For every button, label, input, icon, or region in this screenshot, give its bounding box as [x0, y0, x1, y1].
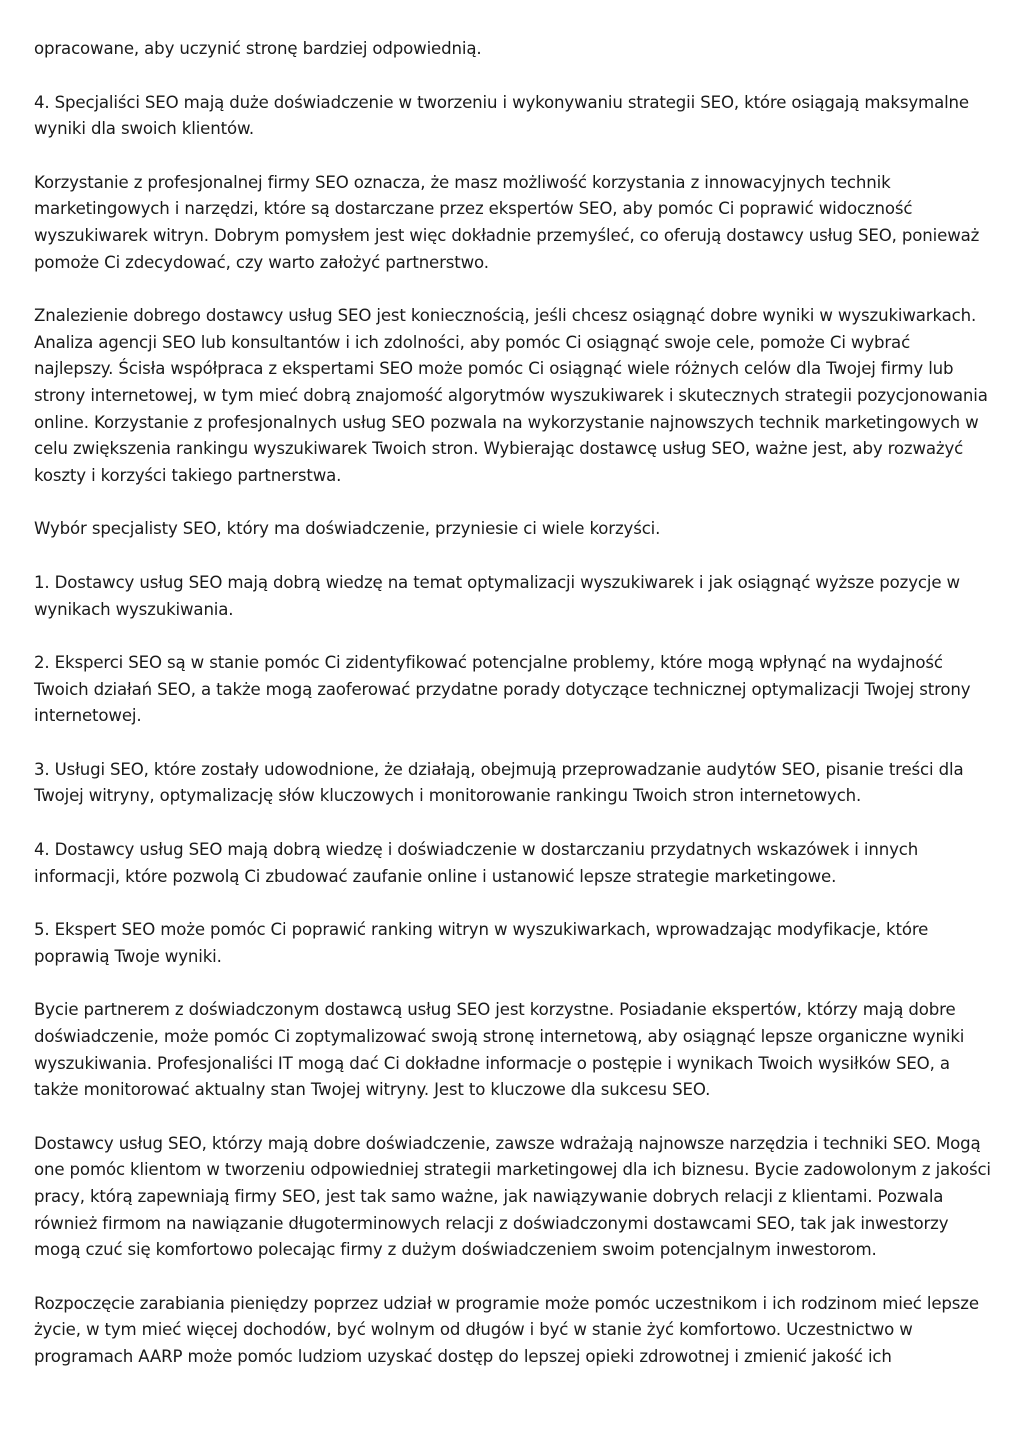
list-item-4-specialists: 4. Specjaliści SEO mają duże doświadczenie w tworzeniu i wykonywaniu strategii SEO, które osiągają maksymalne wyniki dla swoich klientów.: [34, 92, 969, 139]
paragraph-choosing-specialist: Wybór specjalisty SEO, który ma doświadczenie, przyniesie ci wiele korzyści.: [34, 519, 661, 539]
list-item-5: 5. Ekspert SEO może pomóc Ci poprawić ranking witryn w wyszukiwarkach, wprowadzając modyfikacje, które poprawią Twoje wyniki.: [34, 920, 929, 966]
paragraph-earning-money: Rozpoczęcie zarabiania pieniędzy poprzez udział w programie może pomóc uczestnikom i ich rodzinom mieć lepsze życie, w tym mieć więcej dochodów, być wolnym od długów i być w stanie żyć komfortowo. Uczestnictwo w programach AARP może pomóc ludziom uzyskać dostęp do lepszej opieki zdrowotnej i zmienić jakość ich: [34, 1293, 979, 1366]
list-item-2: 2. Eksperci SEO są w stanie pomóc Ci zidentyfikować potencjalne problemy, które mogą wpłynąć na wydajność Twoich działań SEO, a także mogą zaoferować przydatne porady dotyczące technicznej optymalizacji Twojej strony internetowej.: [34, 653, 971, 726]
list-item-3: 3. Usługi SEO, które zostały udowodnione, że działają, obejmują przeprowadzanie audytów SEO, pisanie treści dla Twojej witryny, optymalizację słów kluczowych i monitorowanie rankingu Twoich stron internetowych.: [34, 759, 964, 806]
list-item-1: 1. Dostawcy usług SEO mają dobrą wiedzę na temat optymalizacji wyszukiwarek i jak osiągnąć wyższe pozycje w wynikach wyszukiwania.: [34, 572, 960, 619]
paragraph-providers-tools: Dostawcy usług SEO, którzy mają dobre doświadczenie, zawsze wdrażają najnowsze narzędzia i techniki SEO. Mogą one pomóc klientom w tworzeniu odpowiedniej strategii marketingowej dla ich biznesu. Bycie zadowolonym z jakości pracy, którą zapewniają firmy SEO, jest tak samo ważne, jak nawiązywanie dobrych relacji z klientami. Pozwala również firmom na nawiązanie długoterminowych relacji z doświadczonymi dostawcami SEO, tak jak inwestorzy mogą czuć się komfortowo polecając firmy z dużym doświadczeniem swoim potencjalnym inwestorom.: [34, 1133, 991, 1260]
paragraph-professional-firm: Korzystanie z profesjonalnej firmy SEO oznacza, że masz możliwość korzystania z innowacyjnych technik marketingowych i narzędzi, które są dostarczane przez ekspertów SEO, aby pomóc Ci poprawić widoczność wyszukiwarek witryn. Dobrym pomysłem jest więc dokładnie przemyśleć, co oferują dostawcy usług SEO, ponieważ pomoże Ci zdecydować, czy warto założyć partnerstwo.: [34, 172, 980, 272]
paragraph-finding-provider: Znalezienie dobrego dostawcy usług SEO jest koniecznością, jeśli chcesz osiągnąć dobre wyniki w wyszukiwarkach. Analiza agencji SEO lub konsultantów i ich zdolności, aby pomóc Ci osiągnąć swoje cele, pomoże Ci wybrać najlepszy. Ścisła współpraca z ekspertami SEO może pomóc Ci osiągnąć wiele różnych celów dla Twojej firmy lub strony internetowej, w tym mieć dobrą znajomość algorytmów wyszukiwarek i skutecznych strategii pozycjonowania online. Korzystanie z profesjonalnych usług SEO pozwala na wykorzystanie najnowszych technik marketingowych w celu zwiększenia rankingu wyszukiwarek Twoich stron. Wybierając dostawcę usług SEO, ważne jest, aby rozważyć koszty i korzyści takiego partnerstwa.: [34, 306, 988, 485]
paragraph-continuation: opracowane, aby uczynić stronę bardziej odpowiednią.: [34, 39, 482, 58]
document-body: [34, 36, 994, 1371]
list-item-4: 4. Dostawcy usług SEO mają dobrą wiedzę i doświadczenie w dostarczaniu przydatnych wskazówek i innych informacji, które pozwolą Ci zbudować zaufanie online i ustanowić lepsze strategie marketingowe.: [34, 840, 919, 886]
paragraph-partnership: Bycie partnerem z doświadczonym dostawcą usług SEO jest korzystne. Posiadanie ekspertów, którzy mają dobre doświadczenie, może pomóc Ci zoptymalizować swoją stronę internetową, aby osiągnąć lepsze organiczne wyniki wyszukiwania. Profesjonaliści IT mogą dać Ci dokładne informacje o postępie i wynikach Twoich wysiłków SEO, a także monitorować aktualny stan Twojej witryny. Jest to kluczowe dla sukcesu SEO.: [34, 1000, 965, 1100]
